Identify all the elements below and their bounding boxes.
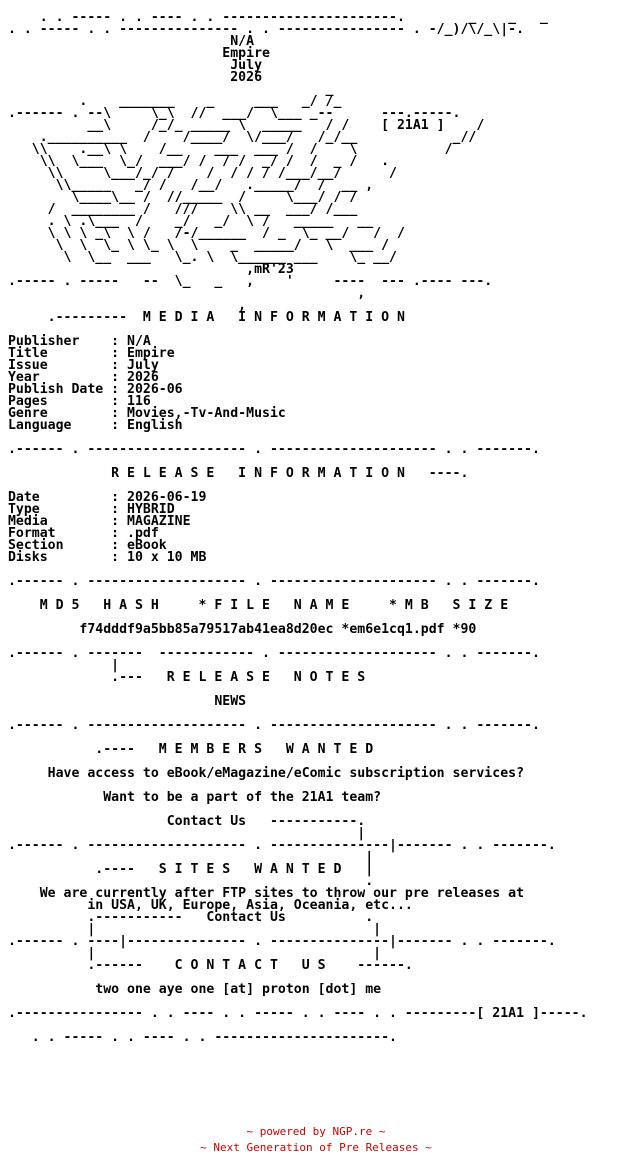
nfo-line: in USA, UK, Europe, Asia, Oceania, etc...: [0, 898, 413, 913]
nfo-line: Title : Empire: [0, 346, 175, 361]
nfo-line: \ \ \ _\ \ / /-/______ / _ \_ __/ / /: [0, 226, 413, 241]
footer: [0, 1124, 632, 1156]
nfo-line: Date : 2026-06-19: [0, 490, 207, 505]
nfo-line: \\ .__\ \ /__ ___ ___ / / \ /: [0, 142, 453, 157]
nfo-line: \\ \___ \_/ ___/ / / / _/ / / _ / .: [0, 154, 390, 169]
nfo-line: .__________ / /____/ \/___/ /_/__ _//: [0, 130, 477, 145]
nfo-line: Genre : Movies,-Tv-And-Music: [0, 406, 286, 421]
nfo-line: . _______ _ ___ _/ /_: [0, 94, 342, 109]
nfo-line: two one aye one [at] proton [dot] me: [0, 982, 382, 997]
nfo-line: .------ . -------------------- . --------------------- . . -------.: [0, 718, 540, 733]
nfo-line: \ \__ ___ \_. \ \______ ___ \_ __/: [0, 250, 397, 265]
nfo-line: . . ----- . . --------------- . . ---------------- . -/_)/\/_\|-.: [0, 22, 525, 37]
nfo-line: Disks : 10 x 10 MB: [0, 550, 207, 565]
nfo-line: Format : .pdf: [0, 526, 159, 541]
nfo-line: Section : eBook: [0, 538, 167, 553]
footer-powered-by: ~ powered by NGP.re ~: [246, 1125, 386, 1138]
nfo-line: \\ \___/_/ / / / / / /___/__/ /: [0, 166, 397, 181]
nfo-line: .--------- M E D I A I N F O R M A T I O N: [0, 310, 405, 325]
nfo-line: We are currently after FTP sites to throw our pre releases at: [0, 886, 525, 901]
nfo-line: .------ C O N T A C T U S ------.: [0, 958, 413, 973]
nfo-line: .----- . ----- -- \_ _ , ' ---- --- .---- ---.: [0, 274, 493, 289]
nfo-line: f74dddf9a5bb85a79517ab41ea8d20ec *em6e1cq1.pdf *90: [0, 622, 477, 637]
nfo-line: M D 5 H A S H * F I L E N A M E * M B S I Z E: [0, 598, 509, 613]
nfo-line: Want to be a part of the 21A1 team?: [0, 790, 382, 805]
nfo-line: .: [0, 874, 374, 889]
nfo-line: __\ /_/_ _____ \ _____ / / [ 21A1 ] /: [0, 118, 485, 133]
nfo-line: .------ . -------------------- . --------------------- . . -------.: [0, 574, 540, 589]
footer-tagline: ~ Next Generation of Pre Releases ~: [200, 1141, 432, 1154]
nfo-line: . . ----- . . ---- . . ----------------------. _ _ _: [0, 10, 548, 25]
nfo-line: 2026: [0, 70, 263, 85]
nfo-line: | |: [0, 946, 382, 961]
nfo-line: Have access to eBook/eMagazine/eComic subscription services?: [0, 766, 525, 781]
nfo-line: ,: [0, 286, 366, 301]
nfo-line: |: [0, 658, 120, 673]
nfo-line: |: [0, 850, 374, 865]
nfo-line: \ \ \_ \ \_ \ \ _ _____/ \ ___ /: [0, 238, 390, 253]
nfo-line: R E L E A S E I N F O R M A T I O N ----.: [0, 466, 469, 481]
nfo-line: .------ . --\ \_\ // ___/ \___ _-- ---.-----.: [0, 106, 461, 121]
nfo-line: | |: [0, 922, 382, 937]
nfo-line: .------ . ----|--------------- . ---------------|------- . . -------.: [0, 934, 556, 949]
nfo-line: July: [0, 58, 263, 73]
nfo-line: Type : HYBRID: [0, 502, 175, 517]
nfo-line: Publish Date : 2026-06: [0, 382, 183, 397]
nfo-line: Language : English: [0, 418, 183, 433]
nfo-line: Empire: [0, 46, 270, 61]
nfo-line: .------ . -------------------- . --------------------- . . -------.: [0, 442, 540, 457]
nfo-line: .---------------- . . ---- . . ----- . . ---- . . ---------[ 21A1 ]-----.: [0, 1006, 588, 1021]
nfo-line: . \ .\___ / _/ _/ \ / _____ __: [0, 214, 374, 229]
nfo-line: |: [0, 826, 366, 841]
nfo-line: . . ----- . . ---- . . ----------------------.: [0, 1030, 397, 1045]
nfo-line: ,: [0, 298, 453, 313]
nfo-line: \____\__ / //_____ / \___/ / /: [0, 190, 358, 205]
nfo-text-block: [0, 12, 588, 1044]
nfo-line: .------ . ------- ------------ . -------------------- . . -------.: [0, 646, 540, 661]
nfo-line: .----------- Contact Us .: [0, 910, 374, 925]
nfo-line: \\_____ _/ / /__/ ._____/ / __ ,: [0, 178, 374, 193]
nfo-line: NEWS: [0, 694, 247, 709]
nfo-line: .---- M E M B E R S W A N T E D: [0, 742, 374, 757]
nfo-line: .---- S I T E S W A N T E D |: [0, 862, 374, 877]
nfo-line: .------ . -------------------- . ---------------|------- . . -------.: [0, 838, 556, 853]
nfo-line: .--- R E L E A S E N O T E S: [0, 670, 366, 685]
nfo-line: Publisher : N/A: [0, 334, 151, 349]
nfo-line: Year : 2026: [0, 370, 159, 385]
nfo-line: N/A: [0, 34, 255, 49]
nfo-line: Contact Us -----------.: [0, 814, 366, 829]
nfo-line: Media : MAGAZINE: [0, 514, 191, 529]
nfo-line: ,mR'23: [0, 262, 374, 277]
nfo-line: Pages : 116: [0, 394, 151, 409]
nfo-line: / ________ / /// \\ __ ___/ /___: [0, 202, 358, 217]
nfo-line: Issue : July: [0, 358, 159, 373]
nfo-line: _: [0, 82, 334, 97]
